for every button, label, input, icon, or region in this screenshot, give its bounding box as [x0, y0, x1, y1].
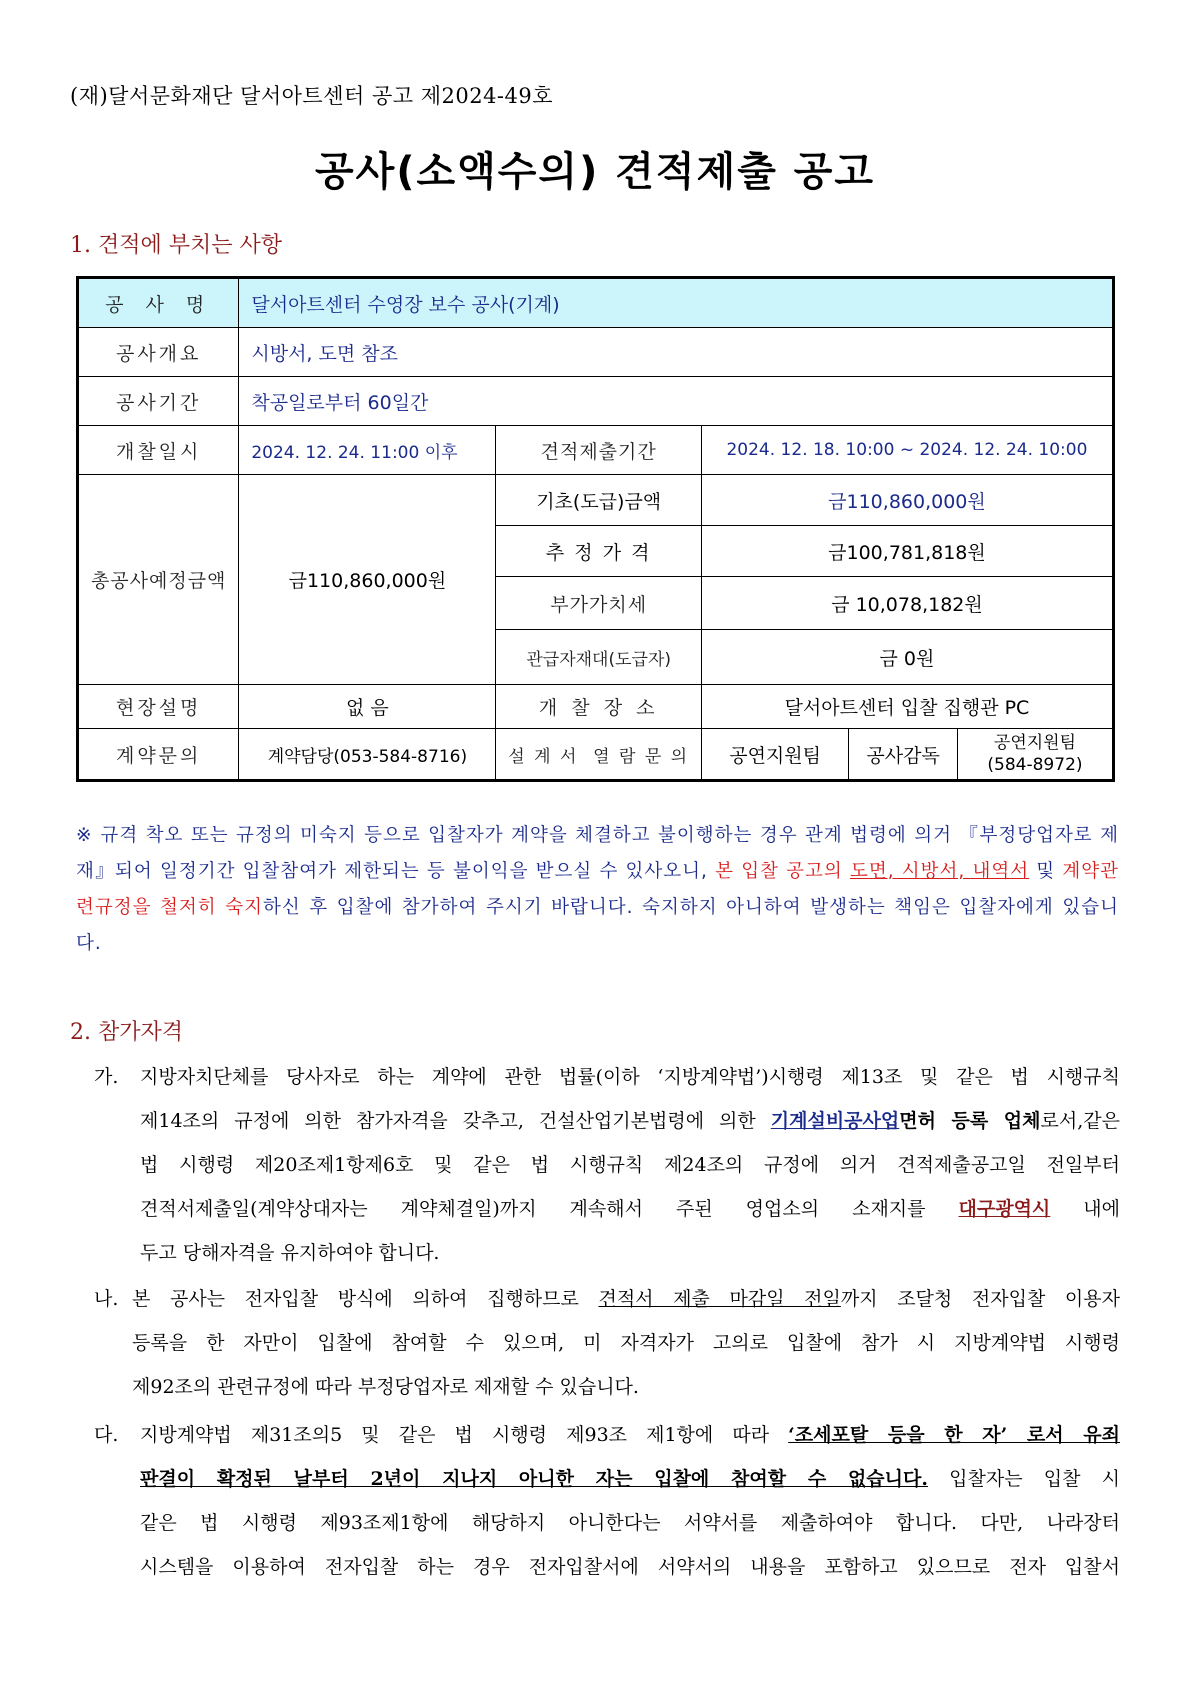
- submission-label: 견적제출기간: [496, 426, 701, 475]
- warning-text-6: 하신 후 입찰에 참가하여 주시기 바랍니다. 숙지하지 아니하여 발생하는 책임은 입찰자에게 있습니다.: [76, 897, 1119, 954]
- table-row: [78, 328, 1114, 377]
- item-marker: 가.: [94, 1066, 119, 1088]
- item-marker: 나.: [94, 1288, 119, 1310]
- item-na-line-2: 등록을 한 자만이 입찰에 참여할 수 있으며, 미 자격자가 고의로 입찰에 참가 시 지방계약법 시행령: [132, 1332, 1120, 1354]
- supervision-label: 공사감독: [849, 729, 958, 781]
- site-briefing-label: 현장설명: [78, 685, 239, 729]
- warning-text-1: ※ 규격 착오 또는 규정의 미숙지 등으로 입찰자가 계약을 체결하고 불이행하는 경우 관계 법령에 의거 『부정당업자로 제재』되어 일정기간 입찰참여가 제한되는 등 불이익을 받으실 수 있사오니,: [76, 825, 1119, 882]
- project-name-label: 공 사 명: [78, 278, 239, 328]
- item-ga-line-4c: 내에: [1050, 1198, 1121, 1220]
- warning-text-2: 본 입찰 공고의: [707, 861, 850, 882]
- item-da-line-3: 같은 법 시행령 제93조제1항에 해당하지 아니한다는 서약서를 제출하여야 합니다. 다만, 나라장터: [140, 1512, 1120, 1534]
- table-row: [78, 475, 1114, 526]
- license-type: 기계설비공사업: [770, 1110, 900, 1132]
- opening-venue-label: 개 찰 장 소: [496, 685, 701, 729]
- contract-inquiry-value: 계약담당(053-584-8716): [239, 729, 496, 781]
- qualification-item-na: [94, 1277, 1120, 1409]
- supervision-phone: (584-8972): [987, 755, 1083, 775]
- vat-label: 부가가치세: [496, 577, 701, 630]
- item-ga-line-1: 지방자치단체를 당사자로 하는 계약에 관한 법률(이하 ‘지방계약법’)시행령 제13조 및 같은 법 시행규칙: [140, 1066, 1120, 1088]
- item-na-line-1c: 까지 조달청 전자입찰 이용자: [840, 1288, 1120, 1310]
- opening-value: 2024. 12. 24. 11:00 이후: [239, 426, 496, 475]
- vat-value: 금 10,078,182원: [701, 577, 1113, 630]
- table-row: [78, 278, 1114, 328]
- contract-inquiry-label: 계약문의: [78, 729, 239, 781]
- section-2-heading: 2. 참가자격: [70, 1020, 183, 1045]
- estimated-price-value: 금100,781,818원: [701, 526, 1113, 577]
- notice-reference: (재)달서문화재단 달서아트센터 공고 제2024-49호: [70, 84, 554, 108]
- table-row: [78, 426, 1114, 475]
- overview-value: 시방서, 도면 참조: [239, 328, 1114, 377]
- period-value: 착공일로부터 60일간: [239, 377, 1114, 426]
- item-ga-line-2d: 로서,같은: [1040, 1110, 1120, 1132]
- submission-value: 2024. 12. 18. 10:00 ~ 2024. 12. 24. 10:00: [701, 426, 1113, 475]
- bid-warning-note: [76, 818, 1119, 962]
- qualification-item-ga: [94, 1055, 1120, 1275]
- warning-text-3: 도면, 시방서, 내역서: [849, 861, 1030, 882]
- period-label: 공사기간: [78, 377, 239, 426]
- design-inquiry-team: 공연지원팀: [701, 729, 848, 781]
- base-amount-value: 금110,860,000원: [701, 475, 1113, 526]
- opening-label: 개찰일시: [78, 426, 239, 475]
- bid-info-table: [76, 276, 1115, 782]
- total-amount-label: 총공사예정금액: [78, 475, 239, 685]
- qualification-item-da: [94, 1413, 1120, 1589]
- warning-text-4: 및: [1029, 861, 1063, 882]
- base-amount-label: 기초(도급)금액: [496, 475, 701, 526]
- item-da-line-4: 시스템을 이용하여 전자입찰 하는 경우 전자입찰서에 서약서의 내용을 포함하고 있으므로 전자 입찰서: [140, 1556, 1120, 1578]
- item-ga-line-4a: 견적서제출일(계약상대자는 계약체결일)까지 계속해서 주된 영업소의 소재지를: [140, 1198, 959, 1220]
- estimated-price-label: 추 정 가 격: [496, 526, 701, 577]
- item-na-line-3: 제92조의 관련규정에 따라 부정당업자로 제재할 수 있습니다.: [132, 1376, 639, 1398]
- region-requirement: 대구광역시: [958, 1198, 1051, 1220]
- item-da-line-1b: ‘조세포탈 등을 한 자’ 로서 유죄: [788, 1424, 1120, 1446]
- project-name-value: 달서아트센터 수영장 보수 공사(기계): [239, 278, 1114, 328]
- supervision-contact: [957, 729, 1113, 781]
- section-1-heading: 1. 견적에 부치는 사항: [70, 233, 282, 258]
- supplied-materials-label: 관급자재대(도급자): [496, 630, 701, 685]
- supervision-team: 공연지원팀: [993, 733, 1077, 753]
- warning-text-5: 계약관련규정을 철저히 숙지: [76, 861, 1120, 918]
- item-ga-line-3: 법 시행령 제20조제1항제6호 및 같은 법 시행규칙 제24조의 규정에 의거 견적제출공고일 전일부터: [140, 1154, 1120, 1176]
- item-ga-line-2a: 제14조의 규정에 의한 참가자격을 갖추고, 건설산업기본법령에 의한: [140, 1110, 771, 1132]
- item-da-line-1a: 지방계약법 제31조의5 및 같은 법 시행령 제93조 제1항에 따라: [140, 1424, 789, 1446]
- item-da-line-2b: 입찰자는 입찰 시: [927, 1468, 1120, 1490]
- item-marker: 다.: [94, 1424, 119, 1446]
- table-row: [78, 377, 1114, 426]
- total-amount-value: 금110,860,000원: [239, 475, 496, 685]
- item-na-line-1a: 본 공사는 전자입찰 방식에 의하여 집행하므로: [132, 1288, 599, 1310]
- supplied-materials-value: 금 0원: [701, 630, 1113, 685]
- table-row: [78, 685, 1114, 729]
- opening-venue-value: 달서아트센터 입찰 집행관 PC: [701, 685, 1113, 729]
- overview-label: 공사개요: [78, 328, 239, 377]
- item-da-line-2a: 판결이 확정된 날부터 2년이 지나지 아니한 자는 입찰에 참여할 수 없습니다.: [140, 1468, 928, 1490]
- item-na-deadline: 견적서 제출 마감일 전일: [598, 1288, 841, 1310]
- page-title: 공사(소액수의) 견적제출 공고: [314, 149, 876, 195]
- table-row: [78, 729, 1114, 781]
- design-inquiry-label: 설 계 서 열 람 문 의: [496, 729, 701, 781]
- item-ga-line-5: 두고 당해자격을 유지하여야 합니다.: [140, 1242, 440, 1264]
- item-ga-line-2c: 면허 등록 업체: [899, 1110, 1041, 1132]
- site-briefing-value: 없 음: [239, 685, 496, 729]
